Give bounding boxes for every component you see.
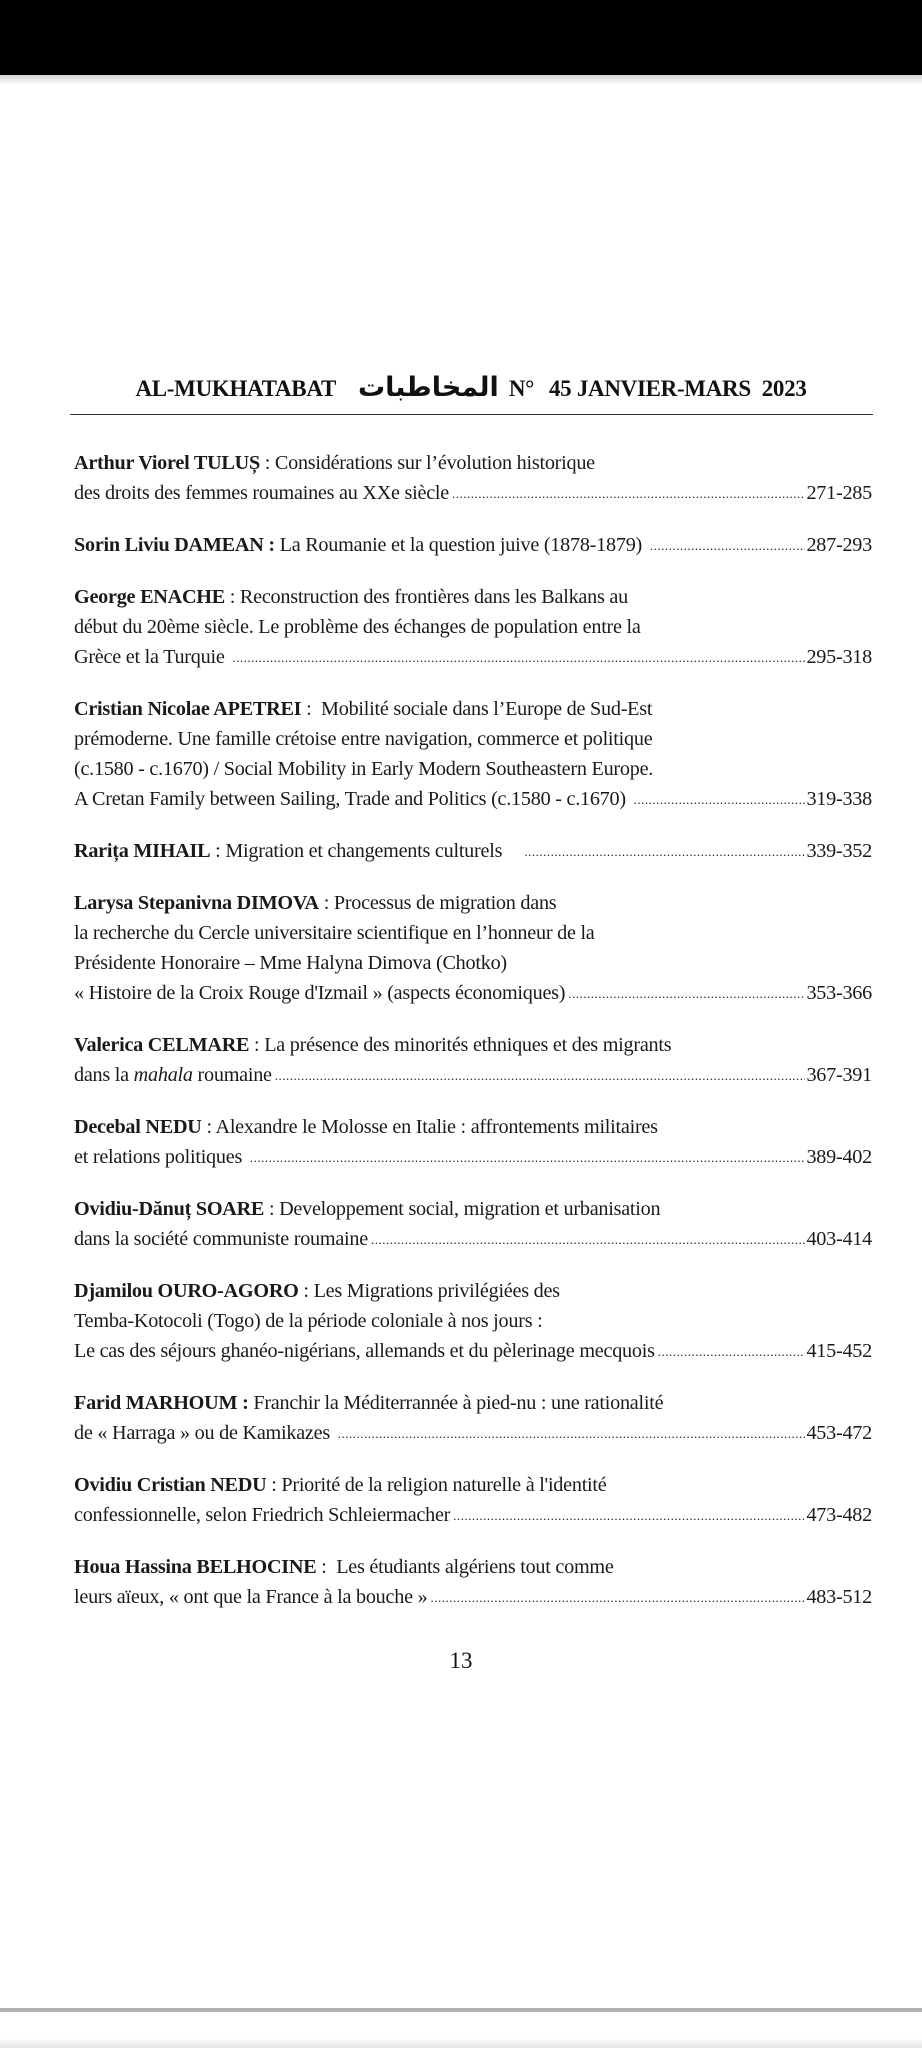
- toc-title-text: dans la: [74, 1064, 134, 1086]
- toc-entry-line: [74, 1060, 872, 1090]
- toc-separator: :: [264, 1198, 280, 1220]
- toc-separator: :: [249, 1034, 265, 1056]
- dot-leader: [275, 1059, 806, 1091]
- toc-line-text: [74, 530, 647, 560]
- toc-line-text: [74, 1194, 660, 1224]
- toc-line-text: [74, 1030, 671, 1060]
- toc-separator: :: [298, 1280, 314, 1302]
- toc-title-text: des droits des femmes roumaines au XXe siècle: [74, 482, 450, 504]
- toc-line-text: [74, 1060, 272, 1090]
- dot-leader: [232, 641, 805, 673]
- toc-author: George ENACHE: [74, 586, 225, 608]
- issue-number: 45: [548, 376, 572, 401]
- toc-author: Cristian Nicolae APETREI: [74, 698, 302, 720]
- top-bar-shadow: [0, 75, 922, 85]
- toc-entry-line: [74, 1112, 872, 1142]
- dot-leader: [250, 1141, 806, 1173]
- toc-title-text: Developpement social, migration et urbanisation: [279, 1198, 661, 1220]
- toc-separator: :: [318, 892, 334, 914]
- toc-entry-line: [74, 888, 872, 918]
- toc-line-text: [74, 1552, 614, 1582]
- dot-leader: [650, 529, 806, 561]
- toc-entry-line: [74, 1552, 872, 1582]
- toc-author: Valerica CELMARE: [74, 1034, 250, 1056]
- toc-page-range: 483-512: [806, 1586, 872, 1608]
- header-rule: [70, 414, 873, 415]
- toc-title-text: prémoderne. Une famille crétoise entre navigation, commerce et politique: [74, 728, 653, 750]
- page-number: 13: [449, 1648, 473, 1673]
- toc-line-text: [74, 1224, 368, 1254]
- toc-line-text: [74, 1336, 655, 1366]
- toc-entry: [74, 1030, 872, 1090]
- toc-entry-line: [74, 836, 872, 866]
- toc-entry-line: [74, 1224, 872, 1254]
- toc-entry: [74, 1112, 872, 1172]
- dot-leader: [452, 477, 805, 509]
- toc-line-text: [74, 478, 449, 508]
- toc-line-text: [74, 888, 556, 918]
- toc-entry: [74, 1276, 872, 1366]
- toc-entry-line: [74, 1276, 872, 1306]
- toc-entry-line: [74, 1582, 872, 1612]
- toc-line-text: [74, 978, 565, 1008]
- toc-entry-line: [74, 612, 872, 642]
- toc-entry-line: [74, 582, 872, 612]
- toc-line-text: [74, 612, 641, 642]
- toc-line-text: [74, 1500, 450, 1530]
- dot-leader: [371, 1223, 805, 1255]
- toc-entry: [74, 1470, 872, 1530]
- running-header: [70, 372, 872, 403]
- toc-line-text: [74, 582, 628, 612]
- toc-line-text: [74, 754, 653, 784]
- toc-entry-line: [74, 1418, 872, 1448]
- issue-year: 2023: [761, 376, 807, 401]
- toc-title-text: (c.1580 - c.1670) / Social Mobility in Early Modern Southeastern Europe.: [74, 758, 654, 780]
- toc-line-text: [74, 694, 652, 724]
- toc-title-text: de « Harraga » ou de Kamikazes: [74, 1422, 335, 1444]
- toc-separator: :: [224, 586, 240, 608]
- toc-separator: :: [210, 840, 226, 862]
- dot-leader: [658, 1335, 806, 1367]
- toc-author: Ovidiu Cristian NEDU: [74, 1474, 267, 1496]
- toc-line-text: [74, 918, 595, 948]
- dot-leader: [430, 1581, 805, 1613]
- toc-separator: :: [316, 1556, 337, 1578]
- toc-title-text: A Cretan Family between Sailing, Trade and Politics (c.1580 - c.1670): [74, 788, 631, 810]
- toc-page-range: 271-285: [806, 482, 872, 504]
- toc-entry: [74, 448, 872, 508]
- toc-entry-line: [74, 1336, 872, 1366]
- journal-title-latin: AL-MUKHATABAT: [135, 376, 336, 401]
- toc-page-range: 287-293: [806, 534, 872, 556]
- dot-leader: [453, 1499, 805, 1531]
- toc-entry-line: [74, 478, 872, 508]
- toc-page-range: 473-482: [806, 1504, 872, 1526]
- dot-leader: [568, 977, 805, 1009]
- toc-entry-line: [74, 978, 872, 1008]
- toc-entry-line: [74, 1500, 872, 1530]
- journal-title-arabic: المخاطبات: [358, 372, 499, 403]
- bottom-shade: [0, 2038, 922, 2048]
- toc-entry-line: [74, 1470, 872, 1500]
- toc-title-text: début du 20ème siècle. Le problème des échanges de population entre la: [74, 616, 641, 638]
- toc-separator: :: [201, 1116, 216, 1138]
- toc-entry-line: [74, 1194, 872, 1224]
- top-black-bar: [0, 0, 922, 75]
- toc-title-text: « Histoire de la Croix Rouge d'Izmail » (aspects économiques): [74, 982, 566, 1004]
- toc-page-range: 339-352: [806, 840, 872, 862]
- toc-entry: [74, 582, 872, 672]
- toc-entry-line: [74, 642, 872, 672]
- toc-page-range: 353-366: [806, 982, 872, 1004]
- toc-page-range: 295-318: [806, 646, 872, 668]
- toc-title-text: Migration et changements culturels: [225, 840, 522, 862]
- toc-line-text: [74, 784, 631, 814]
- toc-line-text: [74, 948, 507, 978]
- toc-entry-line: [74, 448, 872, 478]
- toc-entry-line: [74, 1388, 872, 1418]
- toc-author: Sorin Liviu DAMEAN :: [74, 534, 275, 556]
- toc-separator: :: [259, 452, 275, 474]
- toc-title-text: Mobilité sociale dans l’Europe de Sud-Est: [321, 698, 653, 720]
- toc-title-text: Considérations sur l’évolution historique: [274, 452, 595, 474]
- toc-author: Houa Hassina BELHOCINE: [74, 1556, 317, 1578]
- toc-entry-line: [74, 1142, 872, 1172]
- toc-title-text: roumaine: [192, 1064, 272, 1086]
- toc-title-text: Grèce et la Turquie: [74, 646, 230, 668]
- toc-line-text: [74, 1470, 607, 1500]
- toc-line-text: [74, 836, 521, 866]
- dot-leader: [634, 783, 806, 815]
- toc-author: Decebal NEDU: [74, 1116, 202, 1138]
- dot-leader: [338, 1417, 806, 1449]
- toc-title-text: Les Migrations privilégiées des: [313, 1280, 560, 1302]
- toc-page-range: 415-452: [806, 1340, 872, 1362]
- toc-page-range: 367-391: [806, 1064, 872, 1086]
- toc-title-text: Alexandre le Molosse en Italie : affrontements militaires: [215, 1116, 658, 1138]
- toc-page-range: 319-338: [806, 788, 872, 810]
- toc-entry-line: [74, 918, 872, 948]
- toc-entry-line: [74, 724, 872, 754]
- toc-page-range: 453-472: [806, 1422, 872, 1444]
- bottom-divider: [0, 2008, 922, 2012]
- toc-line-text: [74, 1418, 335, 1448]
- toc-line-text: [74, 1388, 663, 1418]
- toc-italic-term: mahala: [133, 1064, 193, 1086]
- toc-entry-line: [74, 784, 872, 814]
- toc-page-range: 403-414: [806, 1228, 872, 1250]
- toc-line-text: [74, 1306, 542, 1336]
- toc-author: Farid MARHOUM :: [74, 1392, 249, 1414]
- toc-entry: [74, 1194, 872, 1254]
- toc-title-text: et relations politiques: [74, 1146, 247, 1168]
- toc-title-text: Processus de migration dans: [333, 892, 557, 914]
- toc-line-text: [74, 642, 229, 672]
- toc-title-text: dans la société communiste roumaine: [74, 1228, 368, 1250]
- issue-label: N°: [508, 376, 535, 401]
- issue-period: JANVIER-MARS: [576, 376, 751, 401]
- toc-entry: [74, 1388, 872, 1448]
- toc-separator: :: [266, 1474, 282, 1496]
- toc-line-text: [74, 1112, 658, 1142]
- toc-entry-line: [74, 948, 872, 978]
- toc-separator: :: [301, 698, 322, 720]
- toc-entry: [74, 694, 872, 814]
- dot-leader: [524, 835, 805, 867]
- toc-entry-line: [74, 694, 872, 724]
- toc-entry-line: [74, 754, 872, 784]
- toc-entry-line: [74, 530, 872, 560]
- toc-title-text: Priorité de la religion naturelle à l'identité: [281, 1474, 607, 1496]
- toc-entry-line: [74, 1306, 872, 1336]
- toc-line-text: [74, 1276, 560, 1306]
- toc-line-text: [74, 1142, 247, 1172]
- toc-entry-line: [74, 1030, 872, 1060]
- toc-author: Larysa Stepanivna DIMOVA: [74, 892, 319, 914]
- table-of-contents: [74, 448, 872, 1634]
- toc-author: Djamilou OURO-AGORO: [74, 1280, 299, 1302]
- toc-title-text: confessionnelle, selon Friedrich Schleiermacher: [74, 1504, 451, 1526]
- toc-author: Ovidiu-Dănuț SOARE: [74, 1198, 265, 1220]
- toc-title-text: leurs aïeux, « ont que la France à la bouche »: [74, 1586, 428, 1608]
- toc-title-text: La Roumanie et la question juive (1878-1879): [279, 534, 647, 556]
- toc-title-text: la recherche du Cercle universitaire scientifique en l’honneur de la: [74, 922, 595, 944]
- toc-author: Arthur Viorel TULUȘ: [74, 452, 260, 474]
- toc-title-text: Temba-Kotocoli (Togo) de la période coloniale à nos jours :: [74, 1310, 543, 1332]
- toc-title-text: Présidente Honoraire – Mme Halyna Dimova (Chotko): [74, 952, 507, 974]
- toc-line-text: [74, 448, 595, 478]
- toc-line-text: [74, 1582, 427, 1612]
- toc-title-text: Franchir la Méditerrannée à pied-nu : une rationalité: [253, 1392, 664, 1414]
- toc-entry: [74, 836, 872, 866]
- toc-entry: [74, 888, 872, 1008]
- toc-title-text: La présence des minorités ethniques et des migrants: [264, 1034, 672, 1056]
- toc-title-text: Le cas des séjours ghanéo-nigérians, allemands et du pèlerinage mecquois: [74, 1340, 655, 1362]
- toc-title-text: Les étudiants algériens tout comme: [336, 1556, 614, 1578]
- toc-entry: [74, 530, 872, 560]
- toc-line-text: [74, 724, 652, 754]
- toc-entry: [74, 1552, 872, 1612]
- toc-title-text: Reconstruction des frontières dans les Balkans au: [239, 586, 628, 608]
- toc-page-range: 389-402: [806, 1146, 872, 1168]
- toc-author: Rarița MIHAIL: [74, 840, 211, 862]
